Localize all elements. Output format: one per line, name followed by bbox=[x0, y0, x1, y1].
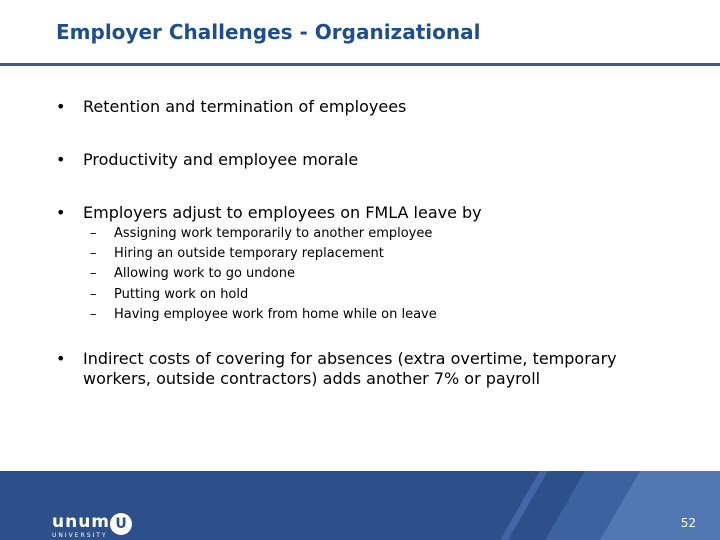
sub-bullet-item bbox=[90, 224, 432, 244]
bullet-text: Retention and termination of employees bbox=[83, 97, 407, 116]
unum-logo: unum bbox=[52, 512, 111, 532]
sub-bullet-marker: – bbox=[90, 266, 97, 281]
page-number: 52 bbox=[680, 516, 696, 530]
sub-bullet-text: Having employee work from home while on leave bbox=[114, 307, 437, 322]
sub-bullet-marker: – bbox=[90, 287, 97, 302]
sub-bullet-text: Hiring an outside temporary replacement bbox=[114, 246, 384, 261]
title-divider bbox=[0, 63, 720, 66]
bullet-marker: • bbox=[56, 150, 66, 169]
bullet-marker: • bbox=[56, 349, 66, 368]
bullet-text: Productivity and employee morale bbox=[83, 150, 359, 169]
sub-bullet-item bbox=[90, 285, 248, 305]
unum-logo-mark-icon: U bbox=[110, 513, 132, 535]
sub-bullet-marker: – bbox=[90, 226, 97, 241]
bullet-marker: • bbox=[56, 203, 66, 222]
logo-subtitle: UNIVERSITY bbox=[52, 532, 108, 539]
sub-bullet-item bbox=[90, 305, 437, 325]
slide-title: Employer Challenges - Organizational bbox=[56, 20, 481, 44]
sub-bullet-text: Allowing work to go undone bbox=[114, 266, 295, 281]
sub-bullet-text: Assigning work temporarily to another employee bbox=[114, 226, 433, 241]
sub-bullet-marker: – bbox=[90, 246, 97, 261]
bullet-text: Employers adjust to employees on FMLA leave by bbox=[83, 203, 482, 222]
sub-bullet-item bbox=[90, 264, 295, 284]
sub-bullet-item bbox=[90, 244, 384, 264]
bullet-text-multiline: Indirect costs of covering for absences (extra overtime, temporary workers, outside contractors) adds another 7% or payroll bbox=[83, 349, 617, 388]
sub-bullet-marker: – bbox=[90, 307, 97, 322]
sub-bullet-text: Putting work on hold bbox=[114, 287, 249, 302]
bullet-marker: • bbox=[56, 97, 66, 116]
